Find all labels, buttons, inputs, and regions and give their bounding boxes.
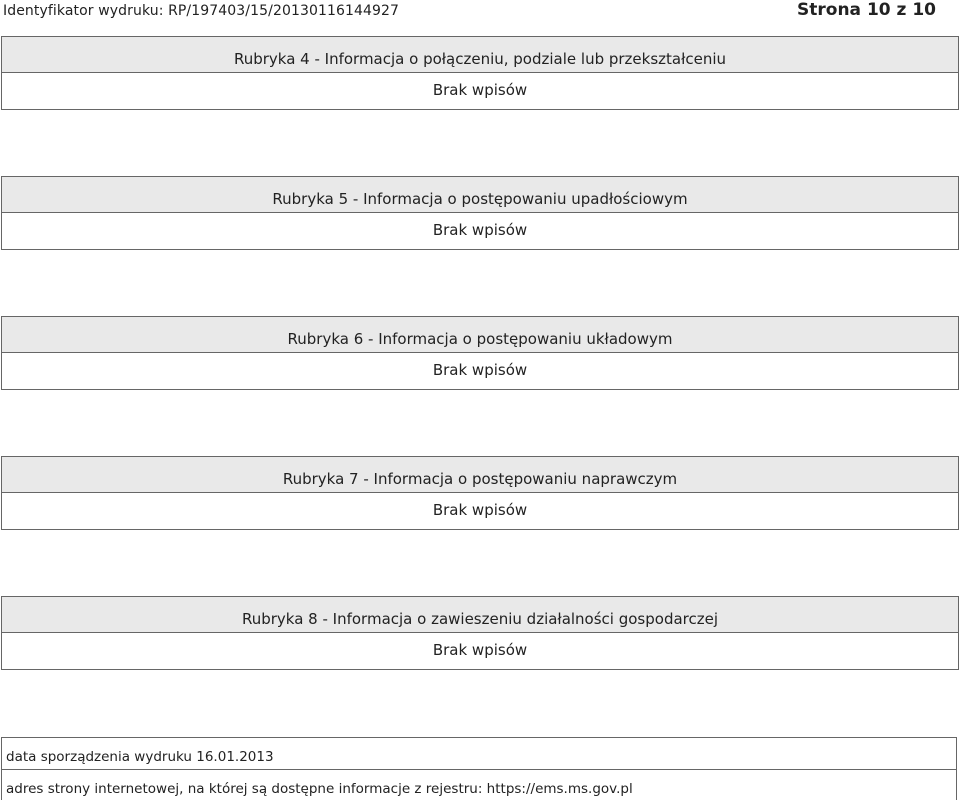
page-number: Strona 10 z 10 — [797, 0, 936, 20]
registry-website: adres strony internetowej, na której są dostępne informacje z rejestru: https://ems.ms.gov.pl — [2, 769, 956, 800]
section-rubryka-7 — [1, 456, 959, 530]
section-rubryka-6 — [1, 316, 959, 390]
section-rubryka-4 — [1, 36, 959, 110]
section-rubryka-5 — [1, 176, 959, 250]
print-identifier: Identyfikator wydruku: RP/197403/15/20130116144927 — [3, 3, 400, 19]
page-header — [0, 0, 960, 22]
print-date: data sporządzenia wydruku 16.01.2013 — [6, 749, 274, 765]
section-title: Rubryka 5 - Informacja o postępowaniu upadłościowym — [2, 177, 958, 213]
section-title: Rubryka 8 - Informacja o zawieszeniu działalności gospodarczej — [2, 597, 958, 633]
section-value: Brak wpisów — [432, 81, 528, 99]
section-title: Rubryka 4 - Informacja o połączeniu, podziale lub przekształceniu — [2, 37, 958, 73]
section-value: Brak wpisów — [432, 221, 528, 239]
section-title: Rubryka 7 - Informacja o postępowaniu naprawczym — [2, 457, 958, 493]
page-footer — [1, 737, 957, 800]
section-title: Rubryka 6 - Informacja o postępowaniu układowym — [2, 317, 958, 353]
section-rubryka-8 — [1, 596, 959, 670]
section-value: Brak wpisów — [432, 641, 528, 659]
section-value: Brak wpisów — [432, 501, 528, 519]
section-value: Brak wpisów — [432, 361, 528, 379]
